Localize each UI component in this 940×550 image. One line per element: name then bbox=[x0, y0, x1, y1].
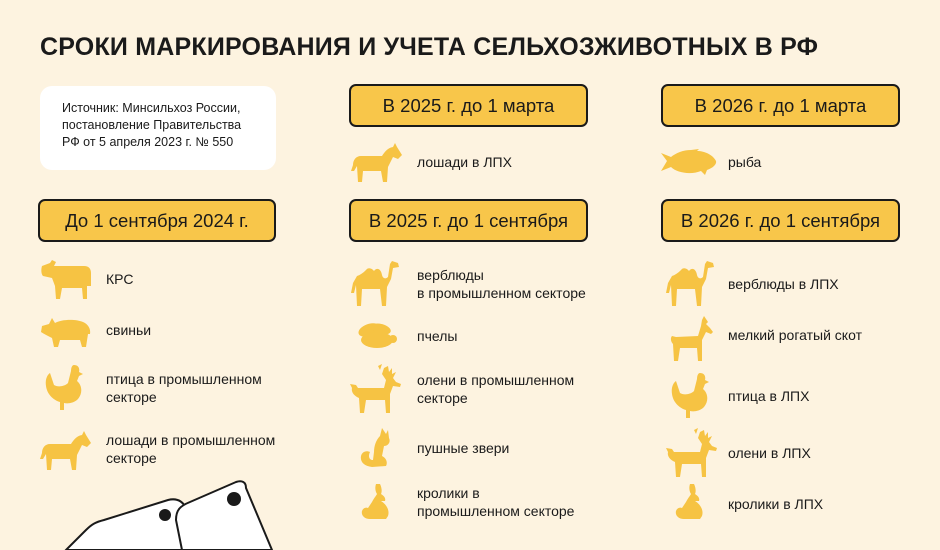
item-label: секторе bbox=[106, 389, 157, 405]
source-line: Источник: Минсильхоз России, bbox=[62, 101, 241, 115]
deadline-badge-2025-march: В 2025 г. до 1 марта bbox=[349, 84, 588, 127]
item-label: лошади в промышленном bbox=[106, 432, 276, 448]
item-label: кролики в ЛПХ bbox=[728, 496, 824, 512]
source-line: постановление Правительства bbox=[62, 118, 242, 132]
source-line: РФ от 5 апреля 2023 г. № 550 bbox=[62, 135, 234, 149]
item-label: в промышленном секторе bbox=[417, 285, 586, 301]
ear-tag-back bbox=[66, 499, 190, 550]
item-label: пчелы bbox=[417, 328, 458, 344]
item-label: свиньи bbox=[106, 322, 152, 338]
item-label: лошади в ЛПХ bbox=[417, 154, 512, 170]
item-label: рыба bbox=[728, 154, 762, 170]
item-label: верблюды bbox=[417, 267, 484, 283]
rabbit-icon bbox=[360, 484, 392, 520]
item-label: мелкий рогатый скот bbox=[728, 327, 862, 343]
deadline-badge-2024-september: До 1 сентября 2024 г. bbox=[38, 199, 276, 242]
deadline-badge-2025-september: В 2025 г. до 1 сентября bbox=[349, 199, 588, 242]
chicken-icon bbox=[670, 371, 710, 419]
bee-icon bbox=[355, 321, 397, 351]
item-label: верблюды в ЛПХ bbox=[728, 276, 839, 292]
deadline-badge-2026-september: В 2026 г. до 1 сентября bbox=[661, 199, 900, 242]
item-label: кролики в bbox=[417, 485, 480, 501]
item-label: олени в промышленном bbox=[417, 372, 575, 388]
chicken-icon bbox=[44, 363, 84, 411]
item-label: промышленном секторе bbox=[417, 503, 575, 519]
item-label: птица в ЛПХ bbox=[728, 388, 810, 404]
page-title: СРОКИ МАРКИРОВАНИЯ И УЧЕТА СЕЛЬХОЗЖИВОТНЫХ В РФ bbox=[40, 33, 819, 61]
deer-icon bbox=[348, 364, 402, 414]
rabbit-icon bbox=[674, 484, 706, 520]
goat-icon bbox=[668, 316, 714, 362]
cow-icon bbox=[40, 258, 92, 300]
pig-icon bbox=[40, 316, 92, 348]
deadline-badge-2026-march: В 2026 г. до 1 марта bbox=[661, 84, 900, 127]
camel-icon bbox=[665, 259, 717, 307]
horse-icon bbox=[40, 431, 92, 471]
fox-icon bbox=[358, 428, 392, 468]
horse-icon bbox=[350, 143, 404, 183]
deer-icon bbox=[664, 428, 718, 478]
item-label: КРС bbox=[106, 271, 134, 287]
ear-tag-front bbox=[176, 481, 272, 550]
item-label: секторе bbox=[417, 390, 468, 406]
item-label: олени в ЛПХ bbox=[728, 445, 811, 461]
item-label: птица в промышленном bbox=[106, 371, 262, 387]
item-label: пушные звери bbox=[417, 440, 510, 456]
camel-icon bbox=[350, 259, 402, 307]
fish-icon bbox=[661, 149, 717, 175]
item-label: секторе bbox=[106, 450, 157, 466]
source-note bbox=[40, 86, 276, 170]
